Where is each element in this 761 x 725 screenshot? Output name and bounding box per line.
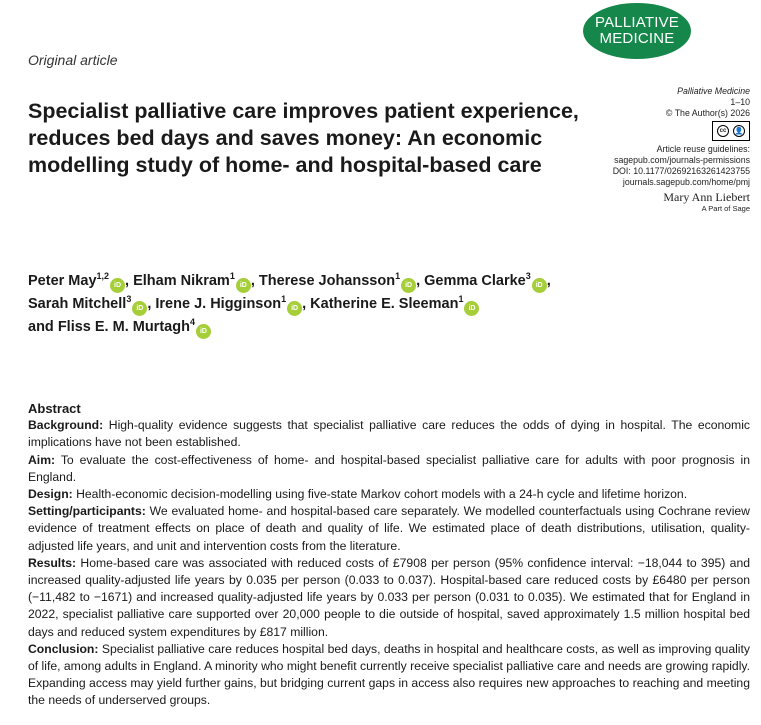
abstract-body	[28, 417, 750, 709]
abstract-section	[28, 555, 750, 641]
orcid-icon[interactable]: iD	[532, 278, 547, 293]
article-title: Specialist palliative care improves patient experience, reduces bed days and saves money: An economic modelling study of home- and hospital-based care	[28, 99, 579, 177]
abstract-section-text: High-quality evidence suggests that specialist palliative care reduces the odds of dying in hospital. The economic implications have not been established.	[28, 418, 750, 450]
abstract-section	[28, 452, 750, 486]
author-name[interactable]: Peter May$^{1,2}$iD	[28, 273, 125, 289]
abstract-section-label: Background:	[28, 418, 104, 433]
abstract-section	[28, 417, 750, 451]
author-line: Sarah Mitchell$^3$iD , Irene J. Higginson$^1$iD , Katherine E. Sleeman$^1$iD	[28, 293, 638, 316]
author-name[interactable]: Therese Johansson$^1$iD	[259, 273, 416, 289]
author-name[interactable]: Gemma Clarke$^3$iD	[424, 273, 547, 289]
abstract-section-text: Health-economic decision-modelling using five-state Markov cohort models with a 24-h cycle and lifetime horizon.	[72, 487, 688, 502]
author-name[interactable]: Sarah Mitchell$^3$iD	[28, 296, 147, 312]
reuse-label: Article reuse guidelines:	[656, 144, 750, 154]
abstract	[28, 400, 750, 710]
publisher-subtitle: A Part of Sage	[701, 204, 750, 213]
author-line: Peter May$^{1,2}$iD , Elham Nikram$^1$iD , Therese Johansson$^1$iD , Gemma Clarke$^3$iD ,	[28, 270, 638, 293]
article-type: Original article	[28, 52, 118, 68]
author-name[interactable]: Fliss E. M. Murtagh$^4$iD	[58, 319, 211, 335]
author-affiliation: 1	[458, 294, 464, 305]
copyright: © The Author(s) 2026	[665, 108, 750, 118]
abstract-section	[28, 641, 750, 710]
article-meta	[540, 86, 750, 213]
abstract-section-label: Design:	[28, 487, 73, 502]
abstract-section-label: Setting/participants:	[28, 504, 146, 519]
author-affiliation: 1,2	[96, 271, 110, 282]
author-name[interactable]: Elham Nikram$^1$iD	[133, 273, 251, 289]
author-name[interactable]: Irene J. Higginson$^1$iD	[155, 296, 302, 312]
logo-line-1: PALLIATIVE	[595, 14, 679, 31]
abstract-section-text: Home-based care was associated with reduced costs of £7908 per person (95% confidence interval: −18,044 to 395) and increased quality-adjusted life years by 0.035 per person (0.033 to 0.037). Hospital-based care reduced costs by £6480 per person (−11,482 to −1671) and increased quality-adjusted life years by 0.033 per person (0.031 to 0.035). We estimated that for England in 2022, specialist palliative care supported over 20,000 people to die outside of hospital, saved approximately 1.5 million hospital bed days and reduced system expenditures by £817 million.	[28, 555, 750, 639]
abstract-section-text: To evaluate the cost-effectiveness of home- and hospital-based specialist palliative care for adults with poor prognosis in England.	[28, 452, 750, 484]
journal-name: Palliative Medicine	[677, 86, 750, 96]
abstract-section-text: Specialist palliative care reduces hospital bed days, deaths in hospital and healthcare costs, as well as improving quality of life, among adults in England. A minority who might benefit currently receive specialist palliative care and needs are growing rapidly. Expanding access may yield further gains, but bridging current gaps in access also requires new approaches to reaching and meeting the needs of underserved groups.	[28, 641, 750, 708]
reuse-link[interactable]: sagepub.com/journals-permissions	[614, 155, 750, 165]
author-affiliation: 3	[126, 294, 132, 305]
doi[interactable]: DOI: 10.1177/02692163261423755	[612, 166, 750, 176]
publisher-logo: Mary Ann Liebert	[663, 190, 750, 204]
abstract-section-label: Conclusion:	[28, 641, 99, 656]
author-conjunction: and	[28, 319, 58, 335]
abstract-section-label: Results:	[28, 555, 77, 570]
abstract-heading: Abstract	[28, 401, 81, 416]
author-name[interactable]: Katherine E. Sleeman$^1$iD	[310, 296, 479, 312]
orcid-icon[interactable]: iD	[132, 301, 147, 316]
author-line	[28, 316, 638, 339]
abstract-section	[28, 503, 750, 555]
journal-link[interactable]: journals.sagepub.com/home/pmj	[622, 177, 750, 187]
orcid-icon[interactable]: iD	[110, 278, 125, 293]
abstract-section	[28, 486, 750, 503]
orcid-icon[interactable]: iD	[287, 301, 302, 316]
orcid-icon[interactable]: iD	[401, 278, 416, 293]
orcid-icon[interactable]: iD	[464, 301, 479, 316]
author-affiliation: 1	[395, 271, 401, 282]
abstract-section-label: Aim:	[28, 452, 56, 467]
author-list	[28, 270, 638, 339]
author-affiliation: 4	[189, 317, 195, 328]
orcid-icon[interactable]: iD	[196, 324, 211, 339]
logo-line-2: MEDICINE	[599, 30, 675, 47]
cc-by-icon[interactable]: cc 👤	[712, 121, 750, 141]
abstract-section-text: We evaluated home- and hospital-based care separately. We modelled counterfactuals using Cochrane review evidence of treatment effects on place of death and quality of life. We estimated place of death distributions, utilisation, quality-adjusted life years, and unit and intervention costs from the literature.	[28, 504, 750, 553]
author-affiliation: 1	[229, 271, 235, 282]
author-affiliation: 1	[281, 294, 287, 305]
author-affiliation: 3	[525, 271, 531, 282]
journal-logo	[583, 3, 691, 59]
orcid-icon[interactable]: iD	[236, 278, 251, 293]
page-range: 1–10	[730, 97, 750, 107]
